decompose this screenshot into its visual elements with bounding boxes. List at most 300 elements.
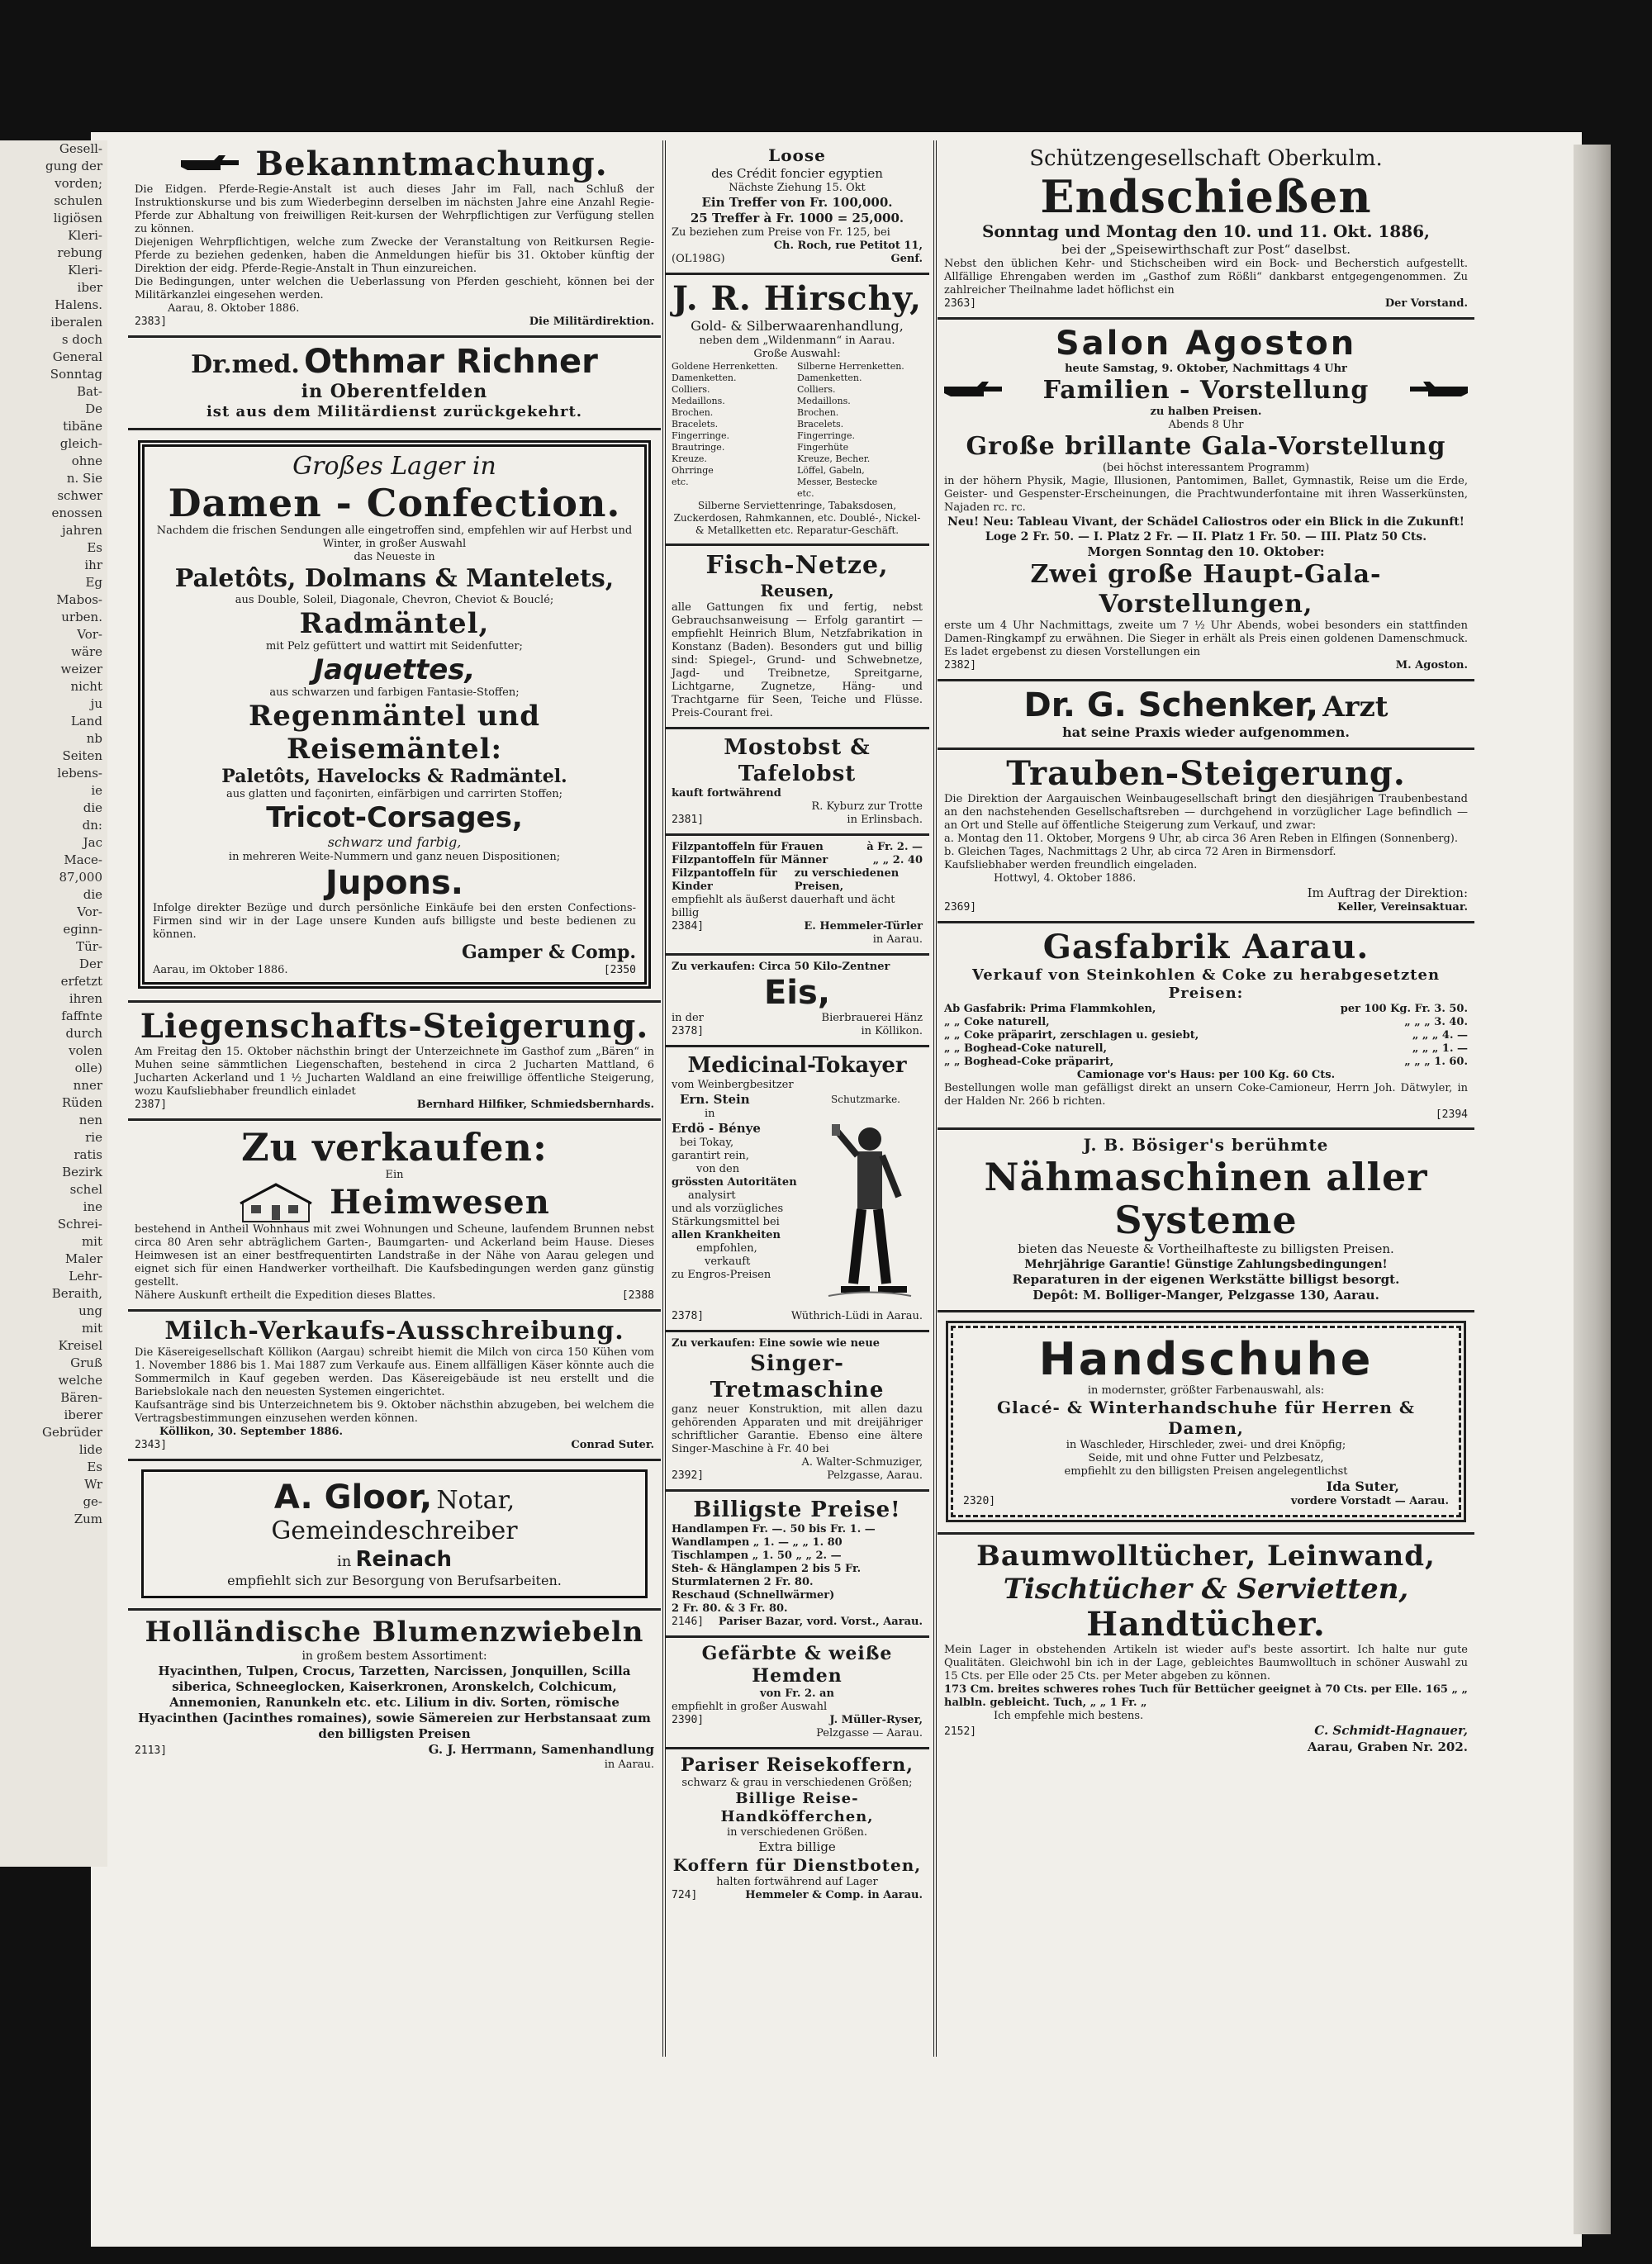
ad-price: à Fr. 2. — <box>866 841 923 853</box>
ad-title: Tischtücher & Servietten, <box>1003 1573 1409 1606</box>
ad-signature: C. Schmidt-Hagnauer, <box>1314 1723 1468 1738</box>
product-item: Fingerhüte <box>797 442 849 453</box>
price-row: Sturmlaternen 2 Fr. 80. <box>672 1576 814 1588</box>
ad-number: 2378] <box>672 1310 705 1322</box>
ad-text: Zu verkaufen: Circa 50 Kilo-Zentner <box>672 961 890 973</box>
margin-text-line: Jac <box>83 835 102 850</box>
margin-text-line: wäre <box>71 644 102 659</box>
ad-signature: Der Vorstand. <box>1384 297 1468 310</box>
ad-number: 2152] <box>944 1725 977 1738</box>
ad-mostobst <box>665 729 929 836</box>
margin-text-line: nen <box>78 1113 102 1127</box>
ad-text: erste um 4 Uhr Nachmittags, zweite um 7 ½ Uhr Abends, wobei besonders ein stattfinden Damen-Ringkampf zu erwähnen. Die Sieger in erhält als Preis einen goldenen Damenschmuck. Es ladet ergebenst zu diesen Vorstellungen ein <box>944 619 1468 658</box>
price-row: Reschaud (Schnellwärmer) <box>672 1589 835 1602</box>
margin-text-line: durch <box>65 1026 102 1041</box>
ad-hemden <box>665 1638 929 1749</box>
ad-number: 2384] <box>672 920 705 933</box>
ad-text: halten fortwährend auf Lager <box>716 1876 878 1888</box>
margin-text-line: iber <box>77 280 102 295</box>
margin-text-line: Mabos- <box>56 592 102 607</box>
ad-title: Singer-Tretmaschine <box>710 1351 885 1403</box>
ad-title: Gefärbte & weiße Hemden <box>701 1643 893 1687</box>
margin-text-line: lide <box>78 1442 102 1457</box>
product-item: Ohrringe <box>672 465 714 476</box>
ad-date: Hottwyl, 4. Oktober 1886. <box>994 872 1137 885</box>
ad-title: Handschuhe <box>1038 1333 1374 1385</box>
ad-headline: Regenmäntel und Reisemäntel: <box>248 700 541 766</box>
ad-text: von den <box>696 1163 740 1175</box>
margin-text-line: Bezirk <box>62 1165 102 1179</box>
ad-text: in <box>705 1108 715 1120</box>
ad-liegenschaft <box>128 1003 661 1121</box>
ad-text: Depôt: M. Bolliger-Manger, Pelzgasse 130, Aarau. <box>1032 1288 1379 1303</box>
margin-text-line: die <box>83 887 102 902</box>
ad-text: R. Kyburz zur Trotte <box>811 800 923 813</box>
ad-headline: Familien - Vorstellung <box>1042 376 1370 405</box>
ad-signature: E. Hemmeler-Türler <box>804 920 923 933</box>
price-value: „ „ „ 1. 60. <box>1404 1056 1468 1068</box>
margin-text-line: welche <box>58 1373 102 1388</box>
ad-text: 25 Treffer à Fr. 1000 = 25,000. <box>690 211 904 225</box>
ad-blumenzwiebeln <box>128 1611 661 1778</box>
ad-fischnetze <box>665 546 929 729</box>
ad-handschuhe <box>938 1312 1474 1535</box>
margin-text-line: tibäne <box>63 419 102 434</box>
margin-text-line: erfetzt <box>60 974 102 989</box>
ad-text: Morgen Sonntag den 10. Oktober: <box>1087 544 1325 559</box>
ad-title: Trauben-Steigerung. <box>1006 754 1406 793</box>
price-row <box>944 1042 1468 1056</box>
product-item: etc. <box>672 477 689 487</box>
product-item: Brochen. <box>672 407 714 418</box>
ad-text: Nächste Ziehung 15. Okt <box>729 182 866 194</box>
margin-text-line: jahren <box>62 523 102 538</box>
ad-signature: Wüthrich-Lüdi in Aarau. <box>790 1310 923 1322</box>
margin-text-line: rebung <box>57 245 102 260</box>
margin-text-line: Lehr- <box>69 1269 102 1284</box>
ad-text: schwarz & grau in verschiedenen Größen; <box>681 1777 913 1789</box>
price-item: Ab Gasfabrik: Prima Flammkohlen, <box>944 1003 1156 1015</box>
ad-place: Pelzgasse — Aarau. <box>816 1727 923 1740</box>
ad-text: aus schwarzen und farbigen Fantasie-Stoffen; <box>269 686 520 699</box>
ad-signature: M. Agoston. <box>1395 659 1468 672</box>
margin-text-line: nb <box>86 731 102 746</box>
ad-number: 2378] <box>672 1025 705 1037</box>
ad-text: von Fr. 2. an <box>760 1687 834 1700</box>
ad-date: Köllikon, 30. September 1886. <box>159 1426 344 1438</box>
ad-title: Handtücher. <box>1086 1605 1326 1644</box>
margin-text-line: 87,000 <box>59 870 102 885</box>
margin-text-line: schel <box>69 1182 102 1197</box>
ad-date: heute Samstag, 9. Oktober, Nachmittags 4 Uhr <box>1065 363 1347 375</box>
ad-naehmaschinen <box>938 1130 1474 1312</box>
ad-prices: Loge 2 Fr. 50. — I. Platz 2 Fr. — II. Platz 1 Fr. 50. — III. Platz 50 Cts. <box>985 530 1427 543</box>
ad-gasfabrik <box>938 923 1474 1130</box>
ad-text: Kaufsliebhaber werden freundlich eingeladen. <box>944 859 1198 871</box>
ad-headline: Koffern für Dienstboten, <box>672 1855 922 1875</box>
margin-text-line: ohne <box>71 453 102 468</box>
margin-text-line: ihr <box>84 558 102 572</box>
ad-text: Filzpantoffeln für Kinder <box>672 867 777 893</box>
ad-signature: Conrad Suter. <box>571 1439 654 1451</box>
title-prefix: Dr.med. <box>191 350 300 379</box>
ad-headline: Große brillante Gala-Vorstellung <box>966 432 1446 461</box>
ad-title: Othmar Richner <box>303 343 598 381</box>
margin-text-line: Land <box>70 714 102 729</box>
ad-text: in der <box>672 1012 704 1024</box>
margin-text-line: Beraith, <box>51 1286 102 1301</box>
ad-subtitle: Reusen, <box>760 581 834 600</box>
ad-text: Filzpantoffeln für Männer <box>672 854 828 866</box>
ad-title: Eis, <box>763 974 831 1012</box>
ad-number: 2113] <box>135 1744 168 1757</box>
ad-headline: Reinach <box>355 1547 452 1572</box>
margin-text-line: Seiten <box>62 748 102 763</box>
ad-date: Aarau, im Oktober 1886. <box>153 964 288 976</box>
ad-number: 2320] <box>963 1495 996 1507</box>
ad-text: Nachdem die frischen Sendungen alle eingetroffen sind, empfehlen wir auf Herbst und Winter, in großer Auswahl <box>156 524 633 550</box>
ad-headline: Tricot-Corsages, <box>266 801 523 834</box>
margin-text-line: Vor- <box>77 627 102 642</box>
ad-signature: Pariser Bazar, vord. Vorst., Aarau. <box>718 1616 923 1628</box>
ad-signature: G. J. Herrmann, Samenhandlung <box>428 1742 654 1757</box>
ad-title: Endschießen <box>1040 170 1372 223</box>
margin-text-line: ihren <box>69 991 102 1006</box>
product-item: Brochen. <box>797 407 839 418</box>
price-list <box>944 1003 1468 1069</box>
ad-text: Bierbrauerei Hänz <box>821 1012 923 1024</box>
product-item: Kreuze, Becher. <box>797 453 871 464</box>
ad-text: 173 Cm. breites schweres rohes Tuch für Bettücher geeignet à 70 Cts. per Elle. 165 „ „ halbln. gebleicht. Tuch, „ „ 1 Fr. „ <box>944 1683 1468 1709</box>
product-item: Bracelets. <box>672 419 719 430</box>
margin-text-line: ine <box>83 1199 102 1214</box>
margin-text-line: Vor- <box>77 904 102 919</box>
ad-number: 2363] <box>944 297 977 310</box>
price-value: „ „ „ 1. — <box>1412 1042 1468 1055</box>
ad-date: Aarau, 8. Oktober 1886. <box>168 302 300 315</box>
ad-text: garantirt rein, <box>672 1150 749 1162</box>
ad-text: und als vorzügliches <box>672 1203 784 1215</box>
product-item: Brautringe. <box>672 442 725 453</box>
margin-text-line: Kreisel <box>58 1338 102 1353</box>
margin-text-line: faffnte <box>61 1009 102 1023</box>
product-item: Fingerringe. <box>672 430 729 441</box>
ad-text: ganz neuer Konstruktion, mit allen dazu gehörenden Apparaten und mit dreijähriger schriftlicher Garantie. Ebenso eine ältere Singer-Maschine à Fr. 40 bei <box>672 1403 923 1455</box>
ad-text: Erdö - Bénye <box>672 1121 761 1136</box>
margin-text-line: weizer <box>60 662 102 676</box>
ad-text: Große Auswahl: <box>753 348 841 360</box>
margin-text-line: ratis <box>74 1147 102 1162</box>
ad-place: in Erlinsbach. <box>847 814 923 826</box>
margin-text-line: gung der <box>45 159 102 173</box>
ad-text: bestehend in Antheil Wohnhaus mit zwei Wohnungen und Scheune, laufendem Brunnen nebst circa 80 Aren sehr abträglichem Garten-, Baumgarten- und Ackerland beim Hause. Dieses Heimwesen ist an einer bestfrequentirten Landstraße in der Nähe von Aarau gelegen und eignet sich für einen Handwerker vortheilhaft. Die Kaufsbedingungen werden ganz günstig gestellt. <box>135 1223 654 1289</box>
margin-text-line: dn: <box>82 818 102 833</box>
margin-text-line: Bat- <box>76 384 102 399</box>
ad-text: bei Tokay, <box>680 1137 734 1149</box>
ad-title: Fisch-Netze, <box>705 551 889 580</box>
ad-text: Abends 8 Uhr <box>1168 419 1244 431</box>
ad-number: [2394 <box>1435 1108 1468 1121</box>
ad-title: Salon Agoston <box>1055 325 1357 363</box>
ad-agoston <box>938 320 1474 681</box>
margin-text-line: die <box>83 800 102 815</box>
margin-text-line: Eg <box>85 575 102 590</box>
ad-text: in der höhern Physik, Magie, Illusionen, Pantomimen, Ballet, Gymnastik, Reise um die Erde, Geister- und Gespenster-Erscheinungen, die Prachtwunderfontaine mit ihren Wasserkünsten, Najaden rc. rc. <box>944 475 1468 514</box>
price-list <box>672 1523 923 1616</box>
ad-place: in Köllikon. <box>861 1025 923 1037</box>
price-row: 2 Fr. 80. & 3 Fr. 80. <box>672 1602 788 1615</box>
ad-number: [2388 <box>621 1289 654 1302</box>
ad-price: zu verschiedenen Preisen, <box>794 867 900 893</box>
ad-signature: Keller, Vereinsaktuar. <box>1337 901 1468 914</box>
product-item: Damenketten. <box>797 373 862 383</box>
margin-text-line: ju <box>90 696 102 711</box>
ad-text: Nebst den üblichen Kehr- und Stichscheiben wird ein Bock- und Becherstich aufgestellt. Allfällige Ehrengaben werden im „Gasthof zum Rößli“ dankbarst entgegengenommen. Zu zahlreicher Theilnahme ladet höflichst ein <box>944 258 1468 297</box>
margin-text-line: Halens. <box>55 297 102 312</box>
margin-text-line: rie <box>85 1130 102 1145</box>
ad-confection <box>128 430 661 1003</box>
price-value: „ „ „ 4. — <box>1412 1029 1468 1042</box>
ad-text: Seide, mit und ohne Futter und Pelzbesatz, <box>1088 1452 1324 1464</box>
ad-richner <box>128 338 661 430</box>
ad-text: empfiehlt zu den billigsten Preisen angelegentlichst <box>1064 1465 1348 1478</box>
ad-text: Silberne Serviettenringe, Tabaksdosen, Zuckerdosen, Rahmkannen, etc. Doublé-, Nickel- & Metallketten etc. Reparatur-Geschäft. <box>673 500 921 536</box>
margin-text-line: Kleri- <box>68 263 102 278</box>
ad-schuetzen <box>938 140 1474 320</box>
adjacent-page-margin <box>0 140 107 1867</box>
margin-text-line: Schrei- <box>57 1217 102 1232</box>
ad-text: Reparaturen in der eigenen Werkstätte billigst besorgt. <box>1012 1272 1400 1287</box>
price-row: Steh- & Hänglampen 2 bis 5 Fr. <box>672 1563 862 1575</box>
ad-place: in Aarau. <box>872 933 923 946</box>
ad-text: Die Direktion der Aargauischen Weinbaugesellschaft bringt den diesjährigen Traubenbestand an den nachstehenden Gesellschaftsreben — durchgehend in vorzüglicher Lage befindlich — an Ort und Stelle auf öffentliche Steigerung zum Verkauf, und zwar: <box>944 793 1468 832</box>
ad-title: Loose <box>768 145 826 165</box>
product-item: Silberne Herrenketten. <box>797 361 904 372</box>
margin-text-line: Es <box>87 1459 102 1474</box>
ad-headline: Heimwesen <box>330 1183 550 1222</box>
ad-subtitle: Großes Lager in <box>292 452 496 481</box>
margin-text-line: schwer <box>57 488 102 503</box>
product-item: Medaillons. <box>797 396 851 406</box>
ad-number: 2387] <box>135 1099 168 1111</box>
ad-place: Aarau, Graben Nr. 202. <box>1307 1740 1468 1754</box>
margin-text-line: gleich- <box>59 436 102 451</box>
ad-text: Die Bedingungen, unter welchen die Ueberlassung von Pferden geschieht, können bei der Militärkanzlei eingesehen werden. <box>135 276 654 301</box>
house-illustration <box>239 1182 313 1223</box>
ad-text: Mein Lager in obstehenden Artikeln ist wieder auf's beste assortirt. Ich halte nur gute Qualitäten. Gleichwohl bin ich in der Lage, gebleichtes Baumwolltuch in schöner Auswahl zu 15 Cts. per Elle oder 25 Cts. per Meter abgeben zu können. <box>944 1644 1468 1683</box>
ad-title: Pariser Reisekoffern, <box>681 1754 914 1776</box>
ad-number: 2390] <box>672 1714 705 1726</box>
margin-text-line: ung <box>78 1303 102 1318</box>
ad-text: zu Engros-Preisen <box>672 1269 771 1281</box>
ad-text: Extra billige <box>758 1839 836 1854</box>
ad-gloor <box>128 1461 661 1611</box>
ad-text: in <box>337 1553 352 1570</box>
ad-signature: Bernhard Hilfiker, Schmiedsbernhards. <box>416 1099 654 1111</box>
column-1 <box>128 140 661 1778</box>
margin-text-line: Der <box>78 956 102 971</box>
page-edge <box>1574 145 1611 2234</box>
ad-text: kauft fortwährend <box>672 787 781 800</box>
ad-text: vom Weinbergbesitzer <box>672 1079 794 1091</box>
ad-text: in verschiedenen Größen. <box>727 1826 867 1839</box>
margin-text-line: Rüden <box>61 1095 102 1110</box>
product-item: Fingerringe. <box>797 430 855 441</box>
ad-number: 2381] <box>672 814 705 826</box>
ad-text: hat seine Praxis wieder aufgenommen. <box>1062 724 1350 740</box>
margin-text-line: ie <box>91 783 102 798</box>
ad-text: das Neueste in <box>354 551 435 563</box>
ad-text: neben dem „Wildenmann“ in Aarau. <box>699 335 895 347</box>
ad-text: allen Krankheiten <box>672 1229 781 1241</box>
margin-text-line: olle) <box>74 1061 102 1075</box>
price-row <box>944 1016 1468 1029</box>
ad-text: Zu beziehen zum Preise von Fr. 125, bei <box>672 226 890 239</box>
ad-hirschy <box>665 275 929 546</box>
margin-text-line: enossen <box>51 505 102 520</box>
ad-title: Baumwolltücher, Leinwand, <box>976 1540 1436 1573</box>
ad-text: bei der „Speisewirthschaft zur Post“ daselbst. <box>1061 242 1351 257</box>
product-item: Medaillons. <box>672 396 725 406</box>
ad-subtitle: in großem bestem Assortiment: <box>301 1649 487 1663</box>
trademark-label: Schutzmarke. <box>831 1094 900 1105</box>
ad-headline: Glacé- & Winterhandschuhe für Herren & Damen, <box>997 1398 1415 1438</box>
ad-title: Dr. G. Schenker, <box>1023 686 1319 724</box>
product-item: Kreuze. <box>672 453 707 464</box>
margin-text-line: lebens- <box>57 766 102 781</box>
margin-text-line: Sonntag <box>50 367 102 382</box>
margin-text-line: General <box>52 349 102 364</box>
ad-headline: Jupons. <box>325 864 463 902</box>
ad-lampen <box>665 1492 929 1638</box>
ad-milch <box>128 1312 661 1461</box>
ad-eis <box>665 956 929 1047</box>
price-row: Wandlampen „ 1. — „ „ 1. 80 <box>672 1536 843 1549</box>
ad-text: aus Double, Soleil, Diagonale, Chevron, Cheviot & Bouclé; <box>235 594 554 606</box>
ad-text: empfohlen, <box>696 1242 757 1255</box>
ad-title: Damen - Confection. <box>168 481 621 525</box>
ad-text: Ein Treffer von Fr. 100,000. <box>701 195 893 210</box>
ad-tokayer <box>665 1047 929 1332</box>
ad-place: vordere Vorstadt — Aarau. <box>1290 1495 1449 1507</box>
ad-text: Ch. Roch, rue Petitot 11, <box>773 240 923 252</box>
ad-text: empfiehlt als äußerst dauerhaft und ächt billig <box>672 894 895 919</box>
ad-text: aus glatten und façonirten, einfärbigen und carrirten Stoffen; <box>225 788 563 800</box>
ad-text: empfiehlt in großer Auswahl <box>672 1701 828 1713</box>
product-item: Damenketten. <box>672 373 737 383</box>
ad-text: Hyacinthen, Tulpen, Crocus, Tarzetten, Narcissen, Jonquillen, Scilla siberica, Schneeglocken, Kaiserkronen, Aronskelch, Colchicum, Annemonien, Ranunkeln etc. etc. Lilium in div. Sorten, römische Hyacinthen (Jacinthes romaines), sowie Sämereien zur Herbstansaat zum den billigsten Preisen <box>138 1664 651 1741</box>
ad-title: J. R. Hirschy, <box>672 279 923 318</box>
ad-headline: Radmäntel, <box>299 607 490 640</box>
ad-place: Pelzgasse, Aarau. <box>827 1469 923 1482</box>
ad-title: Holländische Blumenzwiebeln <box>145 1616 644 1649</box>
ad-text: Am Freitag den 15. Oktober nächsthin bringt der Unterzeichnete im Gasthof zum „Bären“ in Muhen seine sämmtlichen Liegenschaften, bestehend in circa 2 Jucharten Mattland, 6 Jucharten Ackerland und 1 ½ Jucharten Waldland an eine freiwillige öffentliche Steigerung, wozu Kaufsliebhaber freundlich einladet <box>135 1046 654 1098</box>
ad-text: mit Pelz gefüttert und wattirt mit Seidenfutter; <box>266 640 523 653</box>
margin-text-line: Gesell- <box>59 141 102 156</box>
margin-text-line: urben. <box>61 610 102 624</box>
price-row <box>944 1003 1468 1016</box>
ad-singer <box>665 1332 929 1492</box>
margin-text-line: n. Sie <box>66 471 102 486</box>
ad-text: Im Auftrag der Direktion: <box>1307 885 1468 900</box>
ad-text: Stärkungsmittel bei <box>672 1216 780 1228</box>
ad-subtitle: Notar, Gemeindeschreiber <box>271 1486 518 1545</box>
ad-title: Zu verkaufen: <box>241 1125 548 1170</box>
product-item: Goldene Herrenketten. <box>672 361 778 372</box>
ad-title: Nähmaschinen aller Systeme <box>984 1155 1428 1242</box>
ad-header: J. B. Bösiger's berühmte <box>1083 1135 1329 1155</box>
ad-text: analysirt <box>688 1189 736 1202</box>
ad-headline: Jaquettes, <box>313 653 476 686</box>
ad-place: in Aarau. <box>604 1759 654 1771</box>
ad-text: a. Montag den 11. Oktober, Morgens 9 Uhr, ab circa 36 Aren Reben in Elfingen (Sonnenberg). <box>944 833 1459 845</box>
ad-date: Sonntag und Montag den 10. und 11. Okt. 1886, <box>981 221 1431 241</box>
ad-bekanntmachung <box>128 140 661 338</box>
ad-signature: Ida Suter, <box>1326 1478 1399 1494</box>
ad-text: Camionage vor's Haus: per 100 Kg. 60 Cts. <box>1076 1069 1336 1081</box>
ad-price: „ „ 2. 40 <box>872 854 923 866</box>
product-list <box>672 361 923 500</box>
ad-title: Milch-Verkaufs-Ausschreibung. <box>164 1317 624 1346</box>
margin-text-line: Maler <box>64 1251 102 1266</box>
ad-text: zu halben Preisen. <box>1150 406 1262 418</box>
column-rule <box>933 140 937 2057</box>
ad-text: in modernster, größter Farbenauswahl, als: <box>1087 1384 1325 1397</box>
ad-subtitle: Gold- & Silberwaarenhandlung, <box>691 318 904 334</box>
ad-place: Genf. <box>890 253 923 265</box>
price-row <box>944 1056 1468 1069</box>
ad-header: Schützengesellschaft Oberkulm. <box>1029 146 1383 171</box>
product-item: Löffel, Gabeln, <box>797 465 865 476</box>
price-item: „ „ Coke präparirt, zerschlagen u. gesiebt, <box>944 1029 1199 1042</box>
ad-text: Nähere Auskunft ertheilt die Expedition dieses Blattes. <box>135 1289 436 1302</box>
margin-text-line: mit <box>81 1321 102 1336</box>
ad-subtitle: Arzt <box>1322 691 1389 724</box>
ad-headline: Paletôts, Dolmans & Mantelets, <box>174 564 615 593</box>
margin-text-line: vorden; <box>55 176 102 191</box>
product-item: Messer, Bestecke <box>797 477 878 487</box>
ad-text: bieten das Neueste & Vortheilhafteste zu billigsten Preisen. <box>1018 1241 1394 1256</box>
ad-code: (OL198G) <box>672 253 725 265</box>
ad-number: 2369] <box>944 901 977 914</box>
ad-title: Medicinal-Tokayer <box>687 1053 907 1078</box>
ad-text: Mehrjährige Garantie! Günstige Zahlungsbedingungen! <box>1024 1258 1388 1271</box>
ad-number: 2383] <box>135 316 168 328</box>
ad-signature: A. Walter-Schmuziger, <box>801 1456 923 1469</box>
ad-subtitle: Verkauf von Steinkohlen & Coke zu herabgesetzten Preisen: <box>971 966 1441 1002</box>
ad-text: Ein <box>385 1169 404 1181</box>
product-item: Colliers. <box>672 384 710 395</box>
ad-text: empfiehlt sich zur Besorgung von Berufsarbeiten. <box>227 1573 562 1588</box>
price-item: „ „ Boghead-Coke naturell, <box>944 1042 1108 1055</box>
ad-text: Filzpantoffeln für Frauen <box>672 841 824 853</box>
price-row: Tischlampen „ 1. 50 „ „ 2. — <box>672 1550 842 1562</box>
ad-filzpantoffeln <box>665 836 929 956</box>
margin-text-line: eginn- <box>63 922 102 937</box>
ad-title: Mostobst & Tafelobst <box>724 735 871 786</box>
margin-text-line: ligiösen <box>53 211 102 225</box>
ad-text: ist aus dem Militärdienst zurückgekehrt. <box>206 403 583 420</box>
price-value: per 100 Kg. Fr. 3. 50. <box>1340 1003 1468 1015</box>
ad-number: 2392] <box>672 1469 705 1482</box>
margin-text-line: nicht <box>70 679 102 694</box>
ad-text: Die Eidgen. Pferde-Regie-Anstalt ist auch dieses Jahr im Fall, nach Schluß der Instruktionskurse und bis zum Wiederbeginn derselben im nächsten Jahre eine Anzahl Regie-Pferde zur Abhaltung von freiwilligen Reit-kursen der Wehrpflichtigen zur Verfügung stellen zu können. <box>135 183 654 235</box>
ad-text: Neu! Neu: Tableau Vivant, der Schädel Caliostros oder ein Blick in die Zukunft! <box>947 515 1464 529</box>
margin-text-line: Bären- <box>60 1390 102 1405</box>
pointing-hand-icon <box>1410 382 1468 400</box>
ad-title: Gasfabrik Aarau. <box>1042 928 1370 966</box>
margin-text-line: Mace- <box>64 852 102 867</box>
